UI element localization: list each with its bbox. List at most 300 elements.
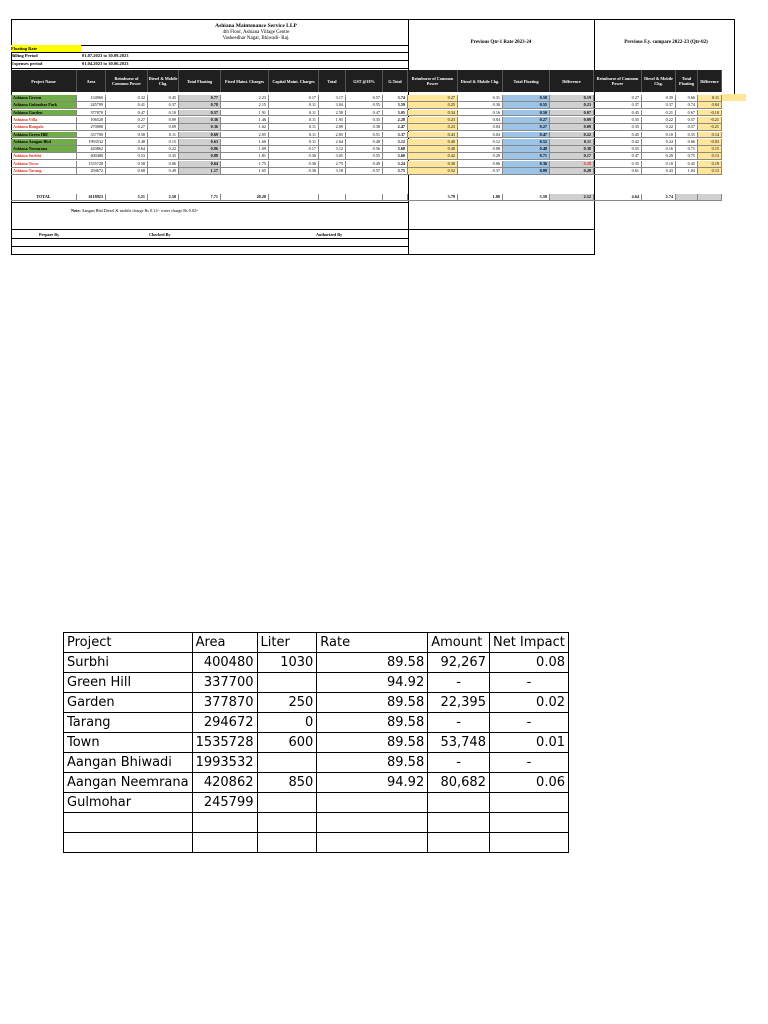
impact-cell	[317, 833, 428, 853]
table-cell: 0.45	[148, 95, 179, 102]
table-cell: 0.27	[106, 117, 148, 124]
table-cell: 1.04	[676, 168, 698, 175]
table-cell: 1.65	[221, 168, 269, 175]
table-cell: 0.49	[148, 168, 179, 175]
table-cell: 0.28	[550, 168, 594, 175]
table-cell: 0.21	[642, 110, 676, 117]
table-cell: 0.32	[106, 95, 148, 102]
total-empty	[676, 194, 698, 201]
table-cell: 0.04	[698, 102, 722, 109]
table-cell: 0.75	[676, 153, 698, 160]
table-cell: 0.10	[148, 110, 179, 117]
impact-cell: -	[489, 673, 568, 693]
table-cell: 0.50	[503, 110, 550, 117]
table-cell: 0.41	[106, 102, 148, 109]
table-cell: 0.57	[346, 95, 383, 102]
table-cell: 1993532	[77, 139, 106, 146]
impact-cell: Aangan Neemrana	[64, 773, 193, 793]
header-rate: Rate	[317, 633, 428, 653]
table-cell: 0.64	[179, 161, 221, 168]
meta-line	[11, 52, 408, 53]
impact-cell: Surbhi	[64, 653, 193, 673]
table-cell: 0.27	[408, 95, 458, 102]
table-cell: 0.64	[106, 146, 148, 153]
total-area: 6118923	[77, 194, 106, 201]
meta-line	[11, 68, 408, 69]
project-name: Ashiana Green Hill	[11, 132, 77, 139]
table-cell: 0.55	[594, 146, 642, 153]
table-cell: 0.14	[698, 132, 722, 139]
table-cell: 0.36	[503, 161, 550, 168]
impact-cell	[257, 833, 317, 853]
impact-cell: -	[428, 753, 490, 773]
table-cell: 0.88	[179, 153, 221, 160]
table-cell: 0.47	[594, 153, 642, 160]
table-cell: 0.22	[642, 117, 676, 124]
table-cell: 0.86	[179, 146, 221, 153]
impact-cell: 600	[257, 733, 317, 753]
table-cell: 0.58	[503, 95, 550, 102]
project-name: Ashiana Garden	[11, 110, 77, 117]
table-cell: 0.34	[408, 110, 458, 117]
total-empty	[698, 194, 722, 201]
impact-cell: Tarang	[64, 713, 193, 733]
impact-row	[64, 693, 569, 713]
table-cell: 0.45	[594, 132, 642, 139]
checked-by: Checked By	[149, 232, 171, 237]
impact-cell: 337700	[192, 673, 257, 693]
table-cell: 0.27	[503, 124, 550, 131]
table-cell: 0.35	[594, 124, 642, 131]
table-cell: 0.04	[458, 117, 503, 124]
impact-cell: 22,395	[428, 693, 490, 713]
table-cell: 0.27	[106, 124, 148, 131]
column-header: Total Floating	[503, 70, 550, 92]
impact-cell	[257, 673, 317, 693]
table-cell: 0.22	[148, 146, 179, 153]
table-cell: 2.58	[319, 110, 346, 117]
column-header: Difference	[698, 70, 722, 92]
impact-row	[64, 733, 569, 753]
table-cell: 3.24	[383, 161, 408, 168]
impact-header-row	[64, 633, 569, 653]
column-header: Reimburse of Common Power	[594, 70, 642, 92]
table-cell: 0.47	[106, 110, 148, 117]
impact-cell: -	[428, 713, 490, 733]
table-cell: 294672	[77, 168, 106, 175]
table-cell: 0.11	[269, 102, 319, 109]
impact-cell: 1535728	[192, 733, 257, 753]
header-area: Area	[192, 633, 257, 653]
table-cell: 0.74	[676, 102, 698, 109]
table-cell: 0.11	[269, 139, 319, 146]
company-name: Ashiana Maintenance Service LLP	[215, 23, 297, 29]
table-cell: 0.23	[408, 124, 458, 131]
column-header: Total Floating	[179, 70, 221, 92]
column-header: Reimburse of Common Power	[408, 70, 458, 92]
table-cell: 0.68	[106, 168, 148, 175]
column-header: Reimburse of Common Power	[106, 70, 148, 92]
impact-cell: 377870	[192, 693, 257, 713]
table-cell: 0.45	[594, 110, 642, 117]
impact-cell	[192, 833, 257, 853]
impact-cell: Aangan Bhiwadi	[64, 753, 193, 773]
total-empty	[346, 194, 383, 201]
table-cell: 1.46	[221, 117, 269, 124]
table-cell: 1.17	[179, 168, 221, 175]
table-cell: 0.42	[594, 139, 642, 146]
impact-cell: -	[489, 753, 568, 773]
table-cell: 3.68	[383, 146, 408, 153]
table-cell: 0.17	[269, 95, 319, 102]
table-cell: 0.12	[458, 139, 503, 146]
table-cell: 0.57	[179, 110, 221, 117]
header-project: Project	[64, 633, 193, 653]
total-common-power: 5.21	[106, 194, 148, 201]
table-cell: 1.62	[221, 124, 269, 131]
impact-cell	[64, 813, 193, 833]
table-cell: 3.60	[383, 153, 408, 160]
column-header: G.Total	[383, 70, 408, 92]
table-cell: 0.48	[503, 146, 550, 153]
total-floating: 7.71	[179, 194, 221, 201]
table-cell: 0.48	[346, 139, 383, 146]
table-cell: 2.05	[221, 132, 269, 139]
table-cell: 0.29	[642, 153, 676, 160]
table-cell: 420862	[77, 146, 106, 153]
table-cell: 0.06	[458, 161, 503, 168]
table-cell: 0.08	[458, 146, 503, 153]
table-cell: 0.22	[550, 132, 594, 139]
table-cell: 3.04	[319, 102, 346, 109]
table-cell: 0.04	[458, 132, 503, 139]
table-cell: 0.11	[698, 95, 722, 102]
table-cell: 0.19	[698, 161, 722, 168]
note-text: Aangan Bhd Diesel & mobile charge Rs 0.11/- water charge Rs 0.02/-	[81, 208, 199, 213]
sheet-line	[11, 246, 408, 247]
table-cell: 0.07	[550, 110, 594, 117]
project-name: Ashiana Gulmohar Park	[11, 102, 77, 109]
table-cell: 2.47	[383, 124, 408, 131]
table-cell: 0.58	[106, 132, 148, 139]
table-cell: 0.49	[346, 161, 383, 168]
table-cell: 0.35	[148, 153, 179, 160]
table-cell: 3.05	[319, 153, 346, 160]
table-cell: 3.12	[319, 146, 346, 153]
impact-cell	[257, 813, 317, 833]
table-cell: 1.09	[221, 146, 269, 153]
table-cell: 0.48	[106, 139, 148, 146]
impact-cell: 294672	[192, 713, 257, 733]
table-cell: 0.66	[676, 139, 698, 146]
table-cell: 2.28	[383, 117, 408, 124]
table-cell: 0.38	[346, 124, 383, 131]
table-cell: 0.16	[642, 146, 676, 153]
table-cell: 0.47	[346, 110, 383, 117]
impact-cell: Green Hill	[64, 673, 193, 693]
authorized-by: Authorized By	[316, 232, 343, 237]
impact-cell: 250	[257, 693, 317, 713]
table-cell: 0.09	[148, 124, 179, 131]
table-cell: 134960	[77, 95, 106, 102]
table-cell: 0.55	[676, 132, 698, 139]
table-cell: 0.24	[642, 139, 676, 146]
impact-cell: 53,748	[428, 733, 490, 753]
table-cell: 0.11	[550, 139, 594, 146]
total-fy-diesel: 2.74	[642, 194, 676, 201]
impact-cell	[64, 833, 193, 853]
table-cell: 0.09	[148, 117, 179, 124]
table-cell: 0.06	[148, 161, 179, 168]
table-cell: 0.16	[458, 110, 503, 117]
table-cell: 0.40	[408, 146, 458, 153]
table-cell: 0.53	[106, 153, 148, 160]
table-cell: 0.52	[503, 139, 550, 146]
project-name: Ashiana Surbhi	[11, 153, 77, 160]
impact-cell: 94.92	[317, 773, 428, 793]
impact-cell	[317, 813, 428, 833]
table-cell: 0.37	[148, 102, 179, 109]
total-prev-common: 3.79	[408, 194, 458, 201]
impact-cell: 0.06	[489, 773, 568, 793]
impact-cell: -	[489, 713, 568, 733]
table-cell: 3.05	[383, 110, 408, 117]
impact-cell	[192, 813, 257, 833]
table-cell: 0.37	[458, 168, 503, 175]
table-cell: 0.15	[698, 146, 722, 153]
column-header: Total	[319, 70, 346, 92]
table-cell: 2.23	[221, 95, 269, 102]
table-cell: 3.17	[319, 95, 346, 102]
table-cell: 1.91	[221, 110, 269, 117]
impact-cell: 89.58	[317, 733, 428, 753]
impact-cell: 94.92	[317, 673, 428, 693]
header-liter: Liter	[257, 633, 317, 653]
impact-cell: 420862	[192, 773, 257, 793]
column-header: Total Floating	[676, 70, 698, 92]
sheet-border-bottom	[11, 254, 594, 255]
table-cell: 0.15	[148, 139, 179, 146]
impact-cell: Town	[64, 733, 193, 753]
table-cell: 0.57	[346, 168, 383, 175]
table-cell: 0.28	[550, 161, 594, 168]
table-cell: 3.37	[383, 132, 408, 139]
impact-row	[64, 653, 569, 673]
table-cell: 0.71	[676, 146, 698, 153]
table-cell: 0.09	[550, 117, 594, 124]
table-cell: 0.36	[179, 117, 221, 124]
table-cell: 0.78	[179, 102, 221, 109]
sheet-line	[11, 238, 408, 239]
table-cell: 0.35	[594, 117, 642, 124]
table-cell: 0.89	[503, 168, 550, 175]
table-cell: 0.55	[346, 153, 383, 160]
table-cell: 0.11	[148, 132, 179, 139]
table-cell: 0.35	[346, 117, 383, 124]
impact-cell: 0.02	[489, 693, 568, 713]
project-name: Ashiana Aangan Bhd	[11, 139, 77, 146]
table-cell: 0.36	[179, 124, 221, 131]
table-cell: 0.71	[503, 153, 550, 160]
table-cell: 0.23	[408, 117, 458, 124]
column-header: GST @18%	[346, 70, 383, 92]
project-name: Ashiana Bungalo	[11, 124, 77, 131]
total-empty	[269, 194, 319, 201]
total-prev-floating: 5.59	[503, 194, 550, 201]
table-cell: 0.10	[642, 132, 676, 139]
diesel-impact-table	[63, 632, 569, 853]
table-cell: 0.57	[676, 117, 698, 124]
impact-cell: 89.58	[317, 713, 428, 733]
impact-cell	[257, 793, 317, 813]
previous-qtr-title: Previous Qtr-1 Rate 2023-24	[470, 40, 532, 45]
project-name: Ashiana Greens	[11, 95, 77, 102]
impact-cell: 0	[257, 713, 317, 733]
table-cell: 0.04	[458, 124, 503, 131]
table-cell: 0.56	[346, 146, 383, 153]
table-cell: 0.23	[550, 102, 594, 109]
impact-body	[64, 653, 569, 853]
column-header: Diesel & Mobile Chg.	[458, 70, 503, 92]
table-cell: 0.61	[594, 168, 642, 175]
table-cell: 3.18	[319, 168, 346, 175]
table-cell: 3.59	[383, 102, 408, 109]
impact-cell: -	[428, 673, 490, 693]
total-label: TOTAL	[11, 194, 77, 201]
table-cell: 1.81	[221, 153, 269, 160]
billing-period-label: Billing Period	[11, 53, 38, 58]
table-cell: 0.42	[408, 153, 458, 160]
table-cell: 0.11	[269, 117, 319, 124]
impact-cell	[489, 793, 568, 813]
table-cell: 0.29	[458, 153, 503, 160]
impact-row	[64, 753, 569, 773]
table-cell: 3.75	[383, 168, 408, 175]
impact-table	[63, 632, 569, 853]
impact-cell: 245799	[192, 793, 257, 813]
sheet-line	[11, 202, 408, 203]
impact-row	[64, 833, 569, 853]
impact-cell: 89.58	[317, 753, 428, 773]
table-cell: 0.17	[550, 153, 594, 160]
table-cell: 0.52	[408, 168, 458, 175]
table-cell: 0.66	[676, 95, 698, 102]
table-cell: 106520	[77, 117, 106, 124]
header-net-impact: Net Impact	[489, 633, 568, 653]
column-header: Difference	[550, 70, 594, 92]
table-cell: 2.15	[221, 102, 269, 109]
table-cell: -0.03	[698, 139, 722, 146]
total-empty	[319, 194, 346, 201]
column-header: Diesel & Mobile Chg.	[642, 70, 676, 92]
row-highlight-extension	[722, 94, 746, 101]
maintenance-rate-sheet	[11, 19, 735, 255]
table-cell: 0.43	[642, 168, 676, 175]
table-cell: 0.37	[594, 102, 642, 109]
table-cell: 0.27	[594, 95, 642, 102]
table-cell: 1.93	[319, 117, 346, 124]
expenses-period-label: Expenses period	[11, 61, 43, 66]
table-cell: 0.10	[642, 161, 676, 168]
impact-cell	[428, 813, 490, 833]
table-cell: 2.64	[319, 139, 346, 146]
impact-cell: 1030	[257, 653, 317, 673]
table-cell: 3.74	[383, 95, 408, 102]
meta-line	[11, 60, 408, 61]
table-cell: 0.58	[106, 161, 148, 168]
impact-cell	[428, 793, 490, 813]
table-cell: 0.09	[550, 124, 594, 131]
impact-cell: 1993532	[192, 753, 257, 773]
project-name: Ashiana Town	[11, 161, 77, 168]
table-cell: 0.67	[676, 110, 698, 117]
impact-cell: 89.58	[317, 653, 428, 673]
total-difference: 2.12	[550, 194, 594, 201]
table-cell: 3.12	[383, 139, 408, 146]
company-address-1: 4th Floor, Ashiana Village Centre	[222, 30, 290, 35]
table-cell: 377870	[77, 110, 106, 117]
billing-period-value: 01.07.2023 to 30.09.2023	[82, 53, 129, 58]
table-cell: 0.13	[698, 168, 722, 175]
table-cell: 0.11	[269, 132, 319, 139]
table-cell: 0.55	[503, 102, 550, 109]
column-header: Fixed Maint. Charges	[221, 70, 269, 92]
note-label: Note:	[71, 208, 81, 213]
table-cell: 245799	[77, 102, 106, 109]
total-fixed: 20.20	[221, 194, 269, 201]
company-header	[161, 23, 351, 42]
table-cell: 0.57	[676, 124, 698, 131]
expenses-period-value: 01.04.2023 to 30.06.2023	[82, 61, 129, 66]
company-address-2: Vasheedhar Nagar, Bhiwadi- Raj.	[222, 36, 290, 41]
table-cell: 0.17	[269, 146, 319, 153]
table-cell: 0.22	[642, 124, 676, 131]
table-cell: 2.75	[319, 161, 346, 168]
table-cell: 0.36	[269, 161, 319, 168]
impact-cell	[428, 833, 490, 853]
impact-cell: Garden	[64, 693, 193, 713]
previous-fy-title: Previous F.y. compare 2022-23 (Qtr-02)	[624, 40, 708, 45]
impact-row	[64, 713, 569, 733]
total-diesel: 2.50	[148, 194, 179, 201]
column-header: Capital Maint. Charges	[269, 70, 319, 92]
table-cell: 0.63	[179, 139, 221, 146]
impact-cell: 80,682	[428, 773, 490, 793]
sheet-border-top	[11, 19, 735, 20]
total-prev-diesel: 1.80	[458, 194, 503, 201]
table-cell: 0.43	[408, 132, 458, 139]
impact-cell	[257, 753, 317, 773]
table-cell: 270000	[77, 124, 106, 131]
table-cell: 0.35	[594, 161, 642, 168]
table-cell: -0.21	[698, 124, 722, 131]
sheet-line	[11, 229, 594, 230]
impact-cell: 89.58	[317, 693, 428, 713]
table-cell: 0.19	[550, 95, 594, 102]
table-cell: 0.40	[408, 139, 458, 146]
table-cell: 0.47	[503, 132, 550, 139]
impact-cell: 0.08	[489, 653, 568, 673]
table-cell: 0.27	[503, 117, 550, 124]
project-name: Ashiana Tarang	[11, 168, 77, 175]
impact-cell: Gulmohar	[64, 793, 193, 813]
impact-cell: 850	[257, 773, 317, 793]
project-name: Ashiana Neemrana	[11, 146, 77, 153]
table-cell: 0.77	[179, 95, 221, 102]
table-cell: 1535728	[77, 161, 106, 168]
prepared-by: Prepare By	[39, 232, 60, 237]
table-cell: 0.51	[346, 132, 383, 139]
